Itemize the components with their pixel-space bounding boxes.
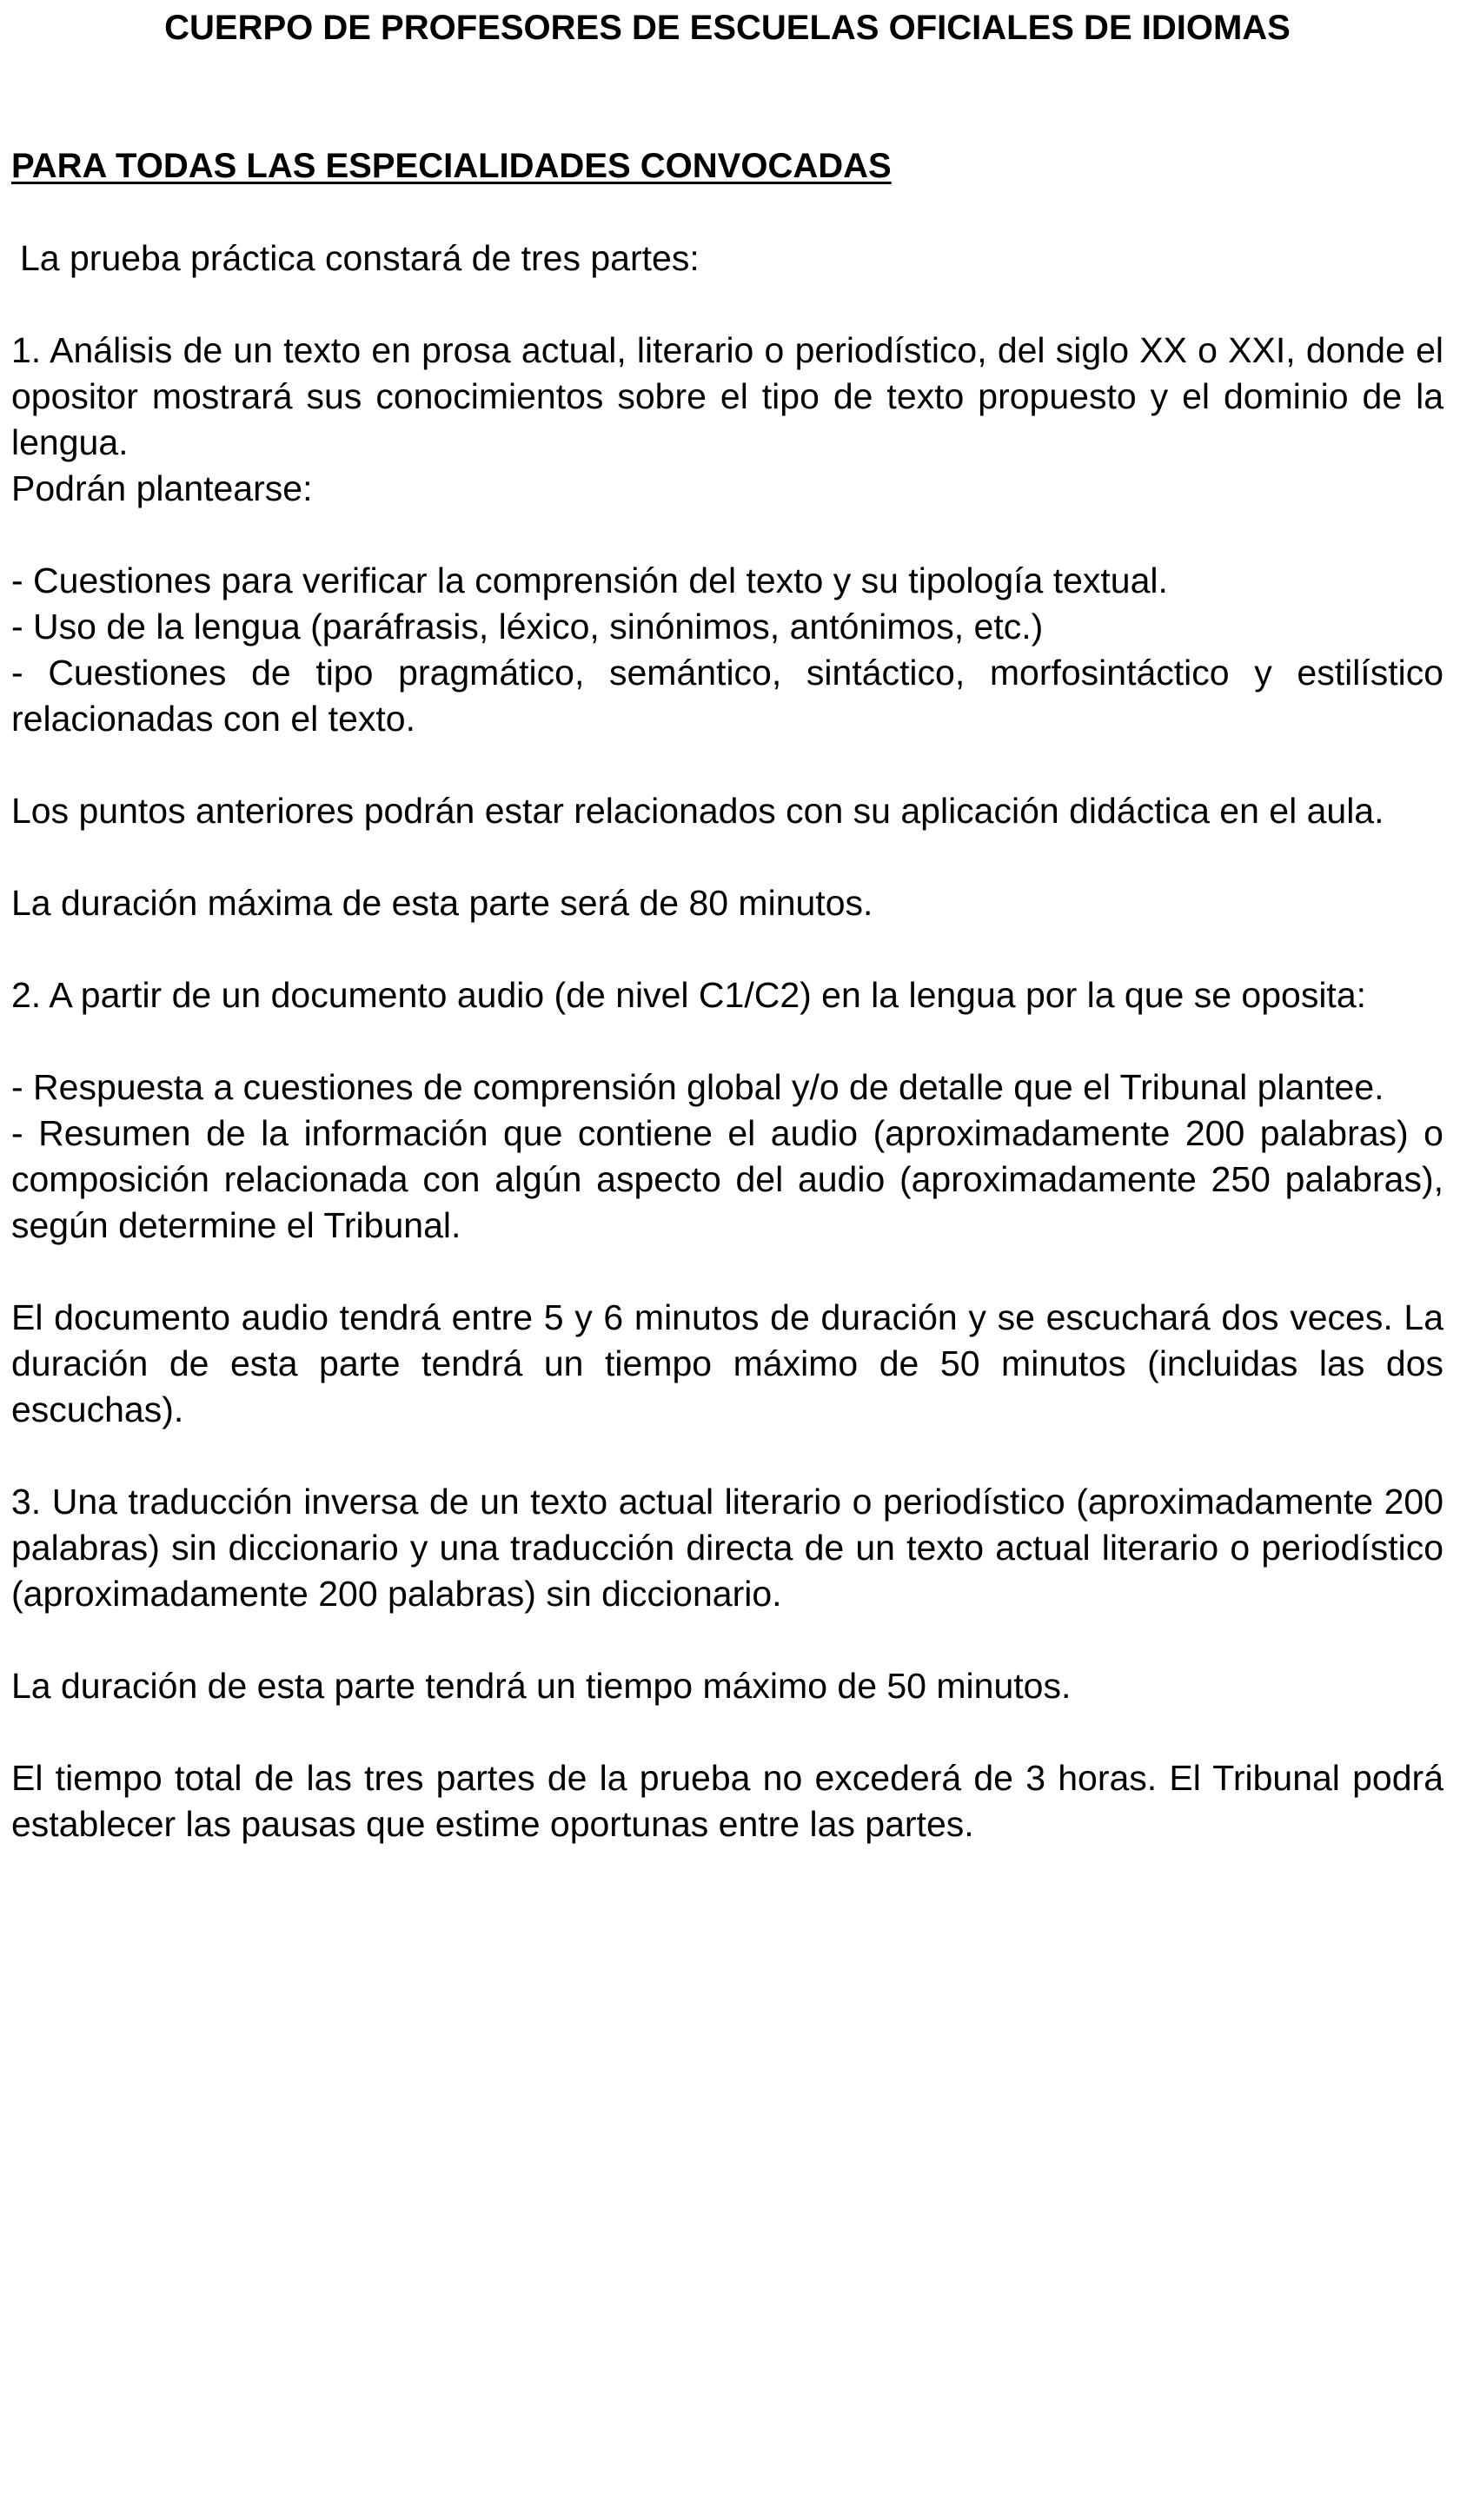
document-title: CUERPO DE PROFESORES DE ESCUELAS OFICIALES DE IDIOMAS (164, 9, 1291, 47)
part1-note: Los puntos anteriores podrán estar relacionados con su aplicación didáctica en el aula. (11, 791, 1384, 831)
closing-paragraph: El tiempo total de las tres partes de la prueba no excederá de 3 horas. El Tribunal podrá establecer las pausas que estime oportunas entre las partes. (11, 1758, 1443, 1844)
part1-item-2: - Uso de la lengua (paráfrasis, léxico, sinónimos, antónimos, etc.) (11, 607, 1044, 647)
part2-item-2: - Resumen de la información que contiene el audio (aproximadamente 200 palabras) o composición relacionada con algún aspecto del audio (aproximadamente 250 palabras), según determine el Tribunal. (11, 1113, 1443, 1245)
section-heading: PARA TODAS LAS ESPECIALIDADES CONVOCADAS (11, 147, 892, 185)
part3-duration: La duración de esta parte tendrá un tiempo máximo de 50 minutos. (11, 1666, 1072, 1706)
intro-paragraph: La prueba práctica constará de tres partes: (20, 238, 700, 278)
part3-paragraph: 3. Una traducción inversa de un texto actual literario o periodístico (aproximadamente 200 palabras) sin diccionario y una traducción directa de un texto actual literario o periodístico (aproximadamente 200 palabras) sin diccionario. (11, 1482, 1443, 1614)
part1-item-3: - Cuestiones de tipo pragmático, semántico, sintáctico, morfosintáctico y estilístico relacionadas con el texto. (11, 653, 1443, 739)
part1-duration: La duración máxima de esta parte será de 80 minutos. (11, 883, 873, 923)
part1-item-1: - Cuestiones para verificar la comprensión del texto y su tipología textual. (11, 560, 1168, 600)
part1-may-include: Podrán plantearse: (11, 468, 313, 508)
part2-item-1: - Respuesta a cuestiones de comprensión global y/o de detalle que el Tribunal plantee. (11, 1067, 1384, 1107)
document-page (11, 0, 1443, 1847)
part2-paragraph: 2. A partir de un documento audio (de nivel C1/C2) en la lengua por la que se oposita: (11, 975, 1367, 1015)
part2-duration: El documento audio tendrá entre 5 y 6 minutos de duración y se escuchará dos veces. La duración de esta parte tendrá un tiempo máximo de 50 minutos (incluidas las dos escuchas). (11, 1297, 1443, 1429)
part1-paragraph: 1. Análisis de un texto en prosa actual, literario o periodístico, del siglo XX o XXI, donde el opositor mostrará sus conocimientos sobre el tipo de texto propuesto y el dominio de la lengua. (11, 330, 1443, 462)
